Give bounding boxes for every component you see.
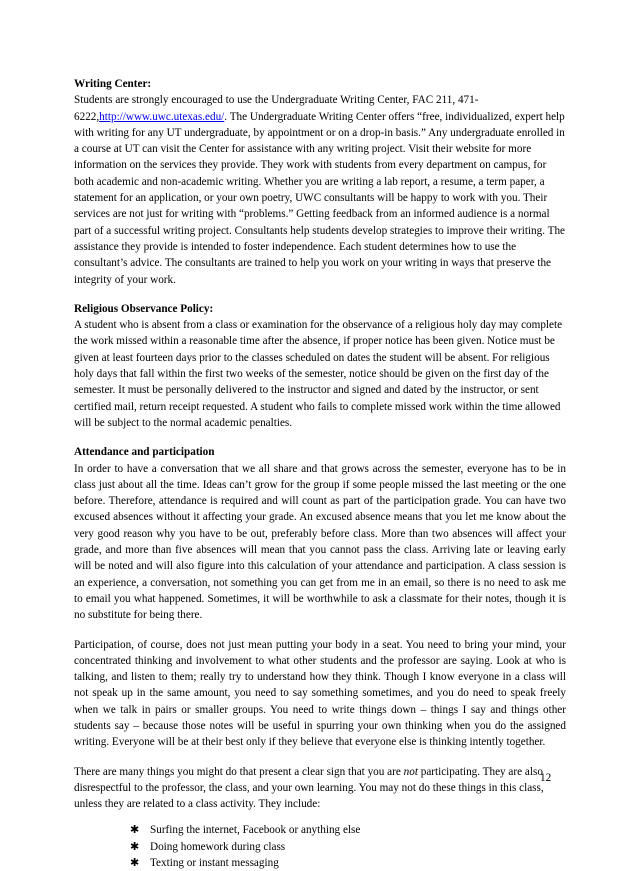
asterisk-bullet-icon: ✱: [130, 823, 140, 837]
not-participating-paragraph: [74, 764, 566, 813]
writing-center-section: [74, 76, 566, 288]
participation-paragraph: Participation, of course, does not just mean putting your body in a seat. You need to bring your mind, your concentrated thinking and involvement to what other students and the professor are saying. Look at who is talking, and listen to them; really try to understand how they think. Though I know everyone in a class will not speak up in the same amount, you need to say something sometimes, and you do need to speak freely when we talk in pairs or smaller groups. You need to write things down – things I say and things other students say – because those notes will be useful in spurring your own thinking when you do the assigned writing. Everyone will be at their best only if they believe that everyone else is thinking intently together.: [74, 638, 566, 749]
not-participating-text-2: participating. They are also disrespectful to the professor, the class, and your own learning. You may not do these things in this class, unless they are related to a class activity. They include:: [74, 765, 544, 811]
list-item-text: Texting or instant messaging: [150, 857, 279, 870]
attendance-paragraph: In order to have a conversation that we all share and that grows across the semester, everyone has to be in class just about all the time. Ideas can’t grow for the group if some people missed the last meeting or the one before. Therefore, attendance is required and will count as part of the participation grade. You can have two excused absences without it affecting your grade. An excused absence means that you let me know about the very good reason why you have to be out, preferably before class. More than two absences will affect your grade, and more than five absences will mean that you cannot pass the class. Arriving late or leaving early will be noted and will also figure into this calculation of your attendance and participation. A class session is an experience, a conversation, not something you can get from me in an email, so there is no need to ask me to email you what happened. Sometimes, it will be worthwhile to ask a classmate for their notes, though it is no substitute for being there.: [74, 462, 566, 622]
attendance-section: [74, 444, 566, 623]
asterisk-bullet-icon: ✱: [130, 839, 140, 853]
attendance-heading: Attendance and participation: [74, 446, 215, 459]
uwc-website-link[interactable]: http://www.uwc.utexas.edu/: [99, 110, 225, 123]
writing-center-paragraph: [74, 92, 566, 288]
asterisk-bullet-icon: ✱: [130, 856, 140, 870]
writing-center-text-2: . The Undergraduate Writing Center offers “free, individualized, expert help with writing for any UT undergraduate, by appointment or on a drop-in basis.” Any undergraduate enrolled in a course at UT can visit the Center for assistance with any writing project. Visit their website for more information on the services they provide. They work with students from every department on campus, for both academic and non-academic writing. Whether you are writing a lab report, a resume, a term paper, a statement for an application, or your own poetry, UWC consultants will be happy to work with you. Their services are not just for writing with “problems.” Getting feedback from an informed audience is a normal part of a successful writing project. Consultants help students develop strategies to improve their writing. The assistance they provide is intended to foster independence. Each student determines how to use the consultant’s advice. The consultants are trained to help you work on your writing in ways that preserve the integrity of your work.: [74, 110, 566, 286]
list-item-text: Doing homework during class: [150, 840, 286, 853]
participation-section: [74, 637, 566, 751]
not-emphasis: not: [403, 765, 418, 778]
list-item-text: Surfing the internet, Facebook or anything else: [150, 824, 361, 837]
list-item: [130, 822, 566, 838]
document-page: [74, 76, 566, 871]
disallowed-activities-list: [74, 822, 566, 871]
not-participating-section: [74, 764, 566, 813]
page-number: 12: [540, 772, 552, 784]
religious-observance-heading: Religious Observance Policy:: [74, 302, 214, 315]
writing-center-heading: Writing Center:: [74, 78, 152, 90]
list-item: [130, 855, 566, 871]
list-item: [130, 839, 566, 855]
writing-center-text-1: Students are strongly encouraged to use the Undergraduate Writing Center, FAC 211, 471-6222,: [74, 94, 479, 123]
not-participating-text-1: There are many things you might do that present a clear sign that you are: [74, 765, 404, 778]
religious-observance-paragraph: A student who is absent from a class or examination for the observance of a religious holy day may complete the work missed within a reasonable time after the absence, if proper notice has been given. Notice must be given at least fourteen days prior to the classes scheduled on dates the student will be absent. For religious holy days that fall within the first two weeks of the semester, notice should be given on the first day of the semester. It must be personally delivered to the instructor and signed and dated by the instructor, or sent certified mail, return receipt requested. A student who fails to complete missed work within the time allowed will be subject to the normal academic penalties.: [74, 319, 563, 429]
religious-observance-section: [74, 301, 566, 431]
